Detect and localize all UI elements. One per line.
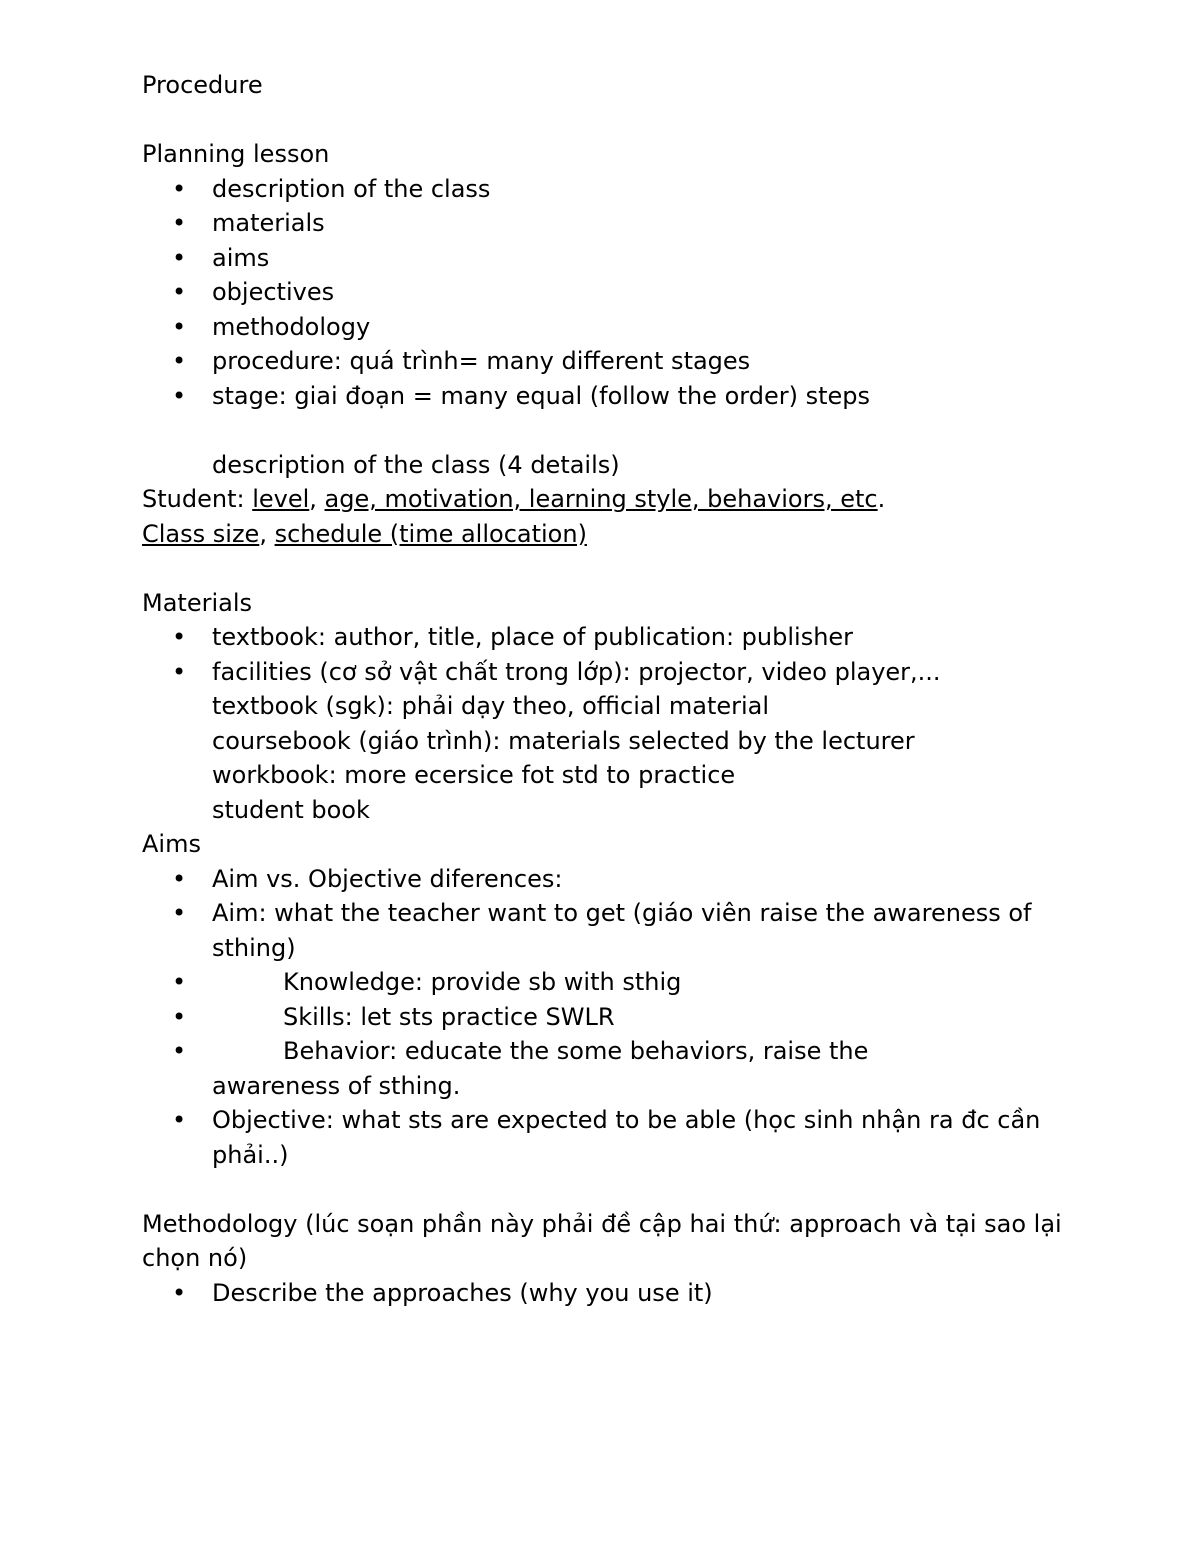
list-item: • stage: giai đoạn = many equal (follow the order) steps: [142, 379, 1072, 414]
aims-heading: Aims: [142, 830, 201, 858]
list-item: [142, 1034, 1072, 1103]
materials-note: workbook: more ecersice fot std to practice: [212, 761, 736, 789]
planning-heading: Planning lesson: [142, 140, 330, 168]
list-item: • Describe the approaches (why you use it): [142, 1276, 1072, 1311]
blank-line: [142, 413, 1072, 448]
methodology-list: [142, 1276, 1072, 1311]
aims-list: [142, 862, 1072, 1173]
student-level: level: [252, 485, 310, 513]
list-item: • textbook: author, title, place of publication: publisher: [142, 620, 1072, 655]
materials-note: textbook (sgk): phải dạy theo, official material: [212, 692, 770, 720]
aim-skills: Skills: let sts practice SWLR: [283, 1002, 615, 1031]
student-prefix: Student:: [142, 485, 253, 513]
list-item: • methodology: [142, 310, 1072, 345]
aim-behavior: • Behavior: educate the some behaviors, raise the: [283, 1037, 869, 1065]
aim-knowledge: Knowledge: provide sb with sthig: [283, 968, 682, 996]
class-size: Class size: [142, 519, 260, 548]
student-attributes: age, motivation, learning style, behaviors, etc: [324, 485, 878, 513]
list-item: • materials: [142, 206, 1072, 241]
blank-line: [142, 551, 1072, 586]
document-title: Procedure: [142, 71, 263, 99]
aim-behavior-continued: awareness of sthing.: [212, 1071, 461, 1100]
class-comma: ,: [259, 519, 275, 548]
student-line: [142, 482, 1072, 517]
list-item: • objectives: [142, 275, 1072, 310]
materials-note: coursebook (giáo trình): materials selected by the lecturer: [212, 726, 915, 755]
list-item: [142, 1000, 1072, 1035]
list-item: • procedure: quá trình= many different stages: [142, 344, 1072, 379]
description-heading: description of the class (4 details): [212, 450, 620, 479]
student-period: .: [877, 485, 886, 513]
list-item: [142, 965, 1072, 1000]
list-item: • facilities (cơ sở vật chất trong lớp): projector, video player,...: [142, 655, 1072, 690]
list-item: • Objective: what sts are expected to be able (học sinh nhận ra đc cần phải..): [142, 1103, 1072, 1172]
list-item: • aims: [142, 241, 1072, 276]
list-item: • Aim vs. Objective diferences:: [142, 862, 1072, 897]
materials-note: student book: [212, 795, 370, 824]
blank-line: [142, 103, 1072, 138]
planning-list: [142, 172, 1072, 414]
class-schedule: schedule (time allocation): [274, 519, 587, 548]
blank-line: [142, 1172, 1072, 1207]
class-line: [142, 517, 1072, 552]
methodology-heading: Methodology (lúc soạn phần này phải đề cập hai thứ: approach và tại sao lại chọn nó): [142, 1209, 1070, 1272]
list-item: • Aim: what the teacher want to get (giáo viên raise the awareness of sthing): [142, 896, 1072, 965]
document-body: [142, 68, 1072, 1310]
student-comma: ,: [309, 485, 325, 513]
list-item: • description of the class: [142, 172, 1072, 207]
materials-heading: Materials: [142, 588, 253, 617]
materials-list: [142, 620, 1072, 689]
